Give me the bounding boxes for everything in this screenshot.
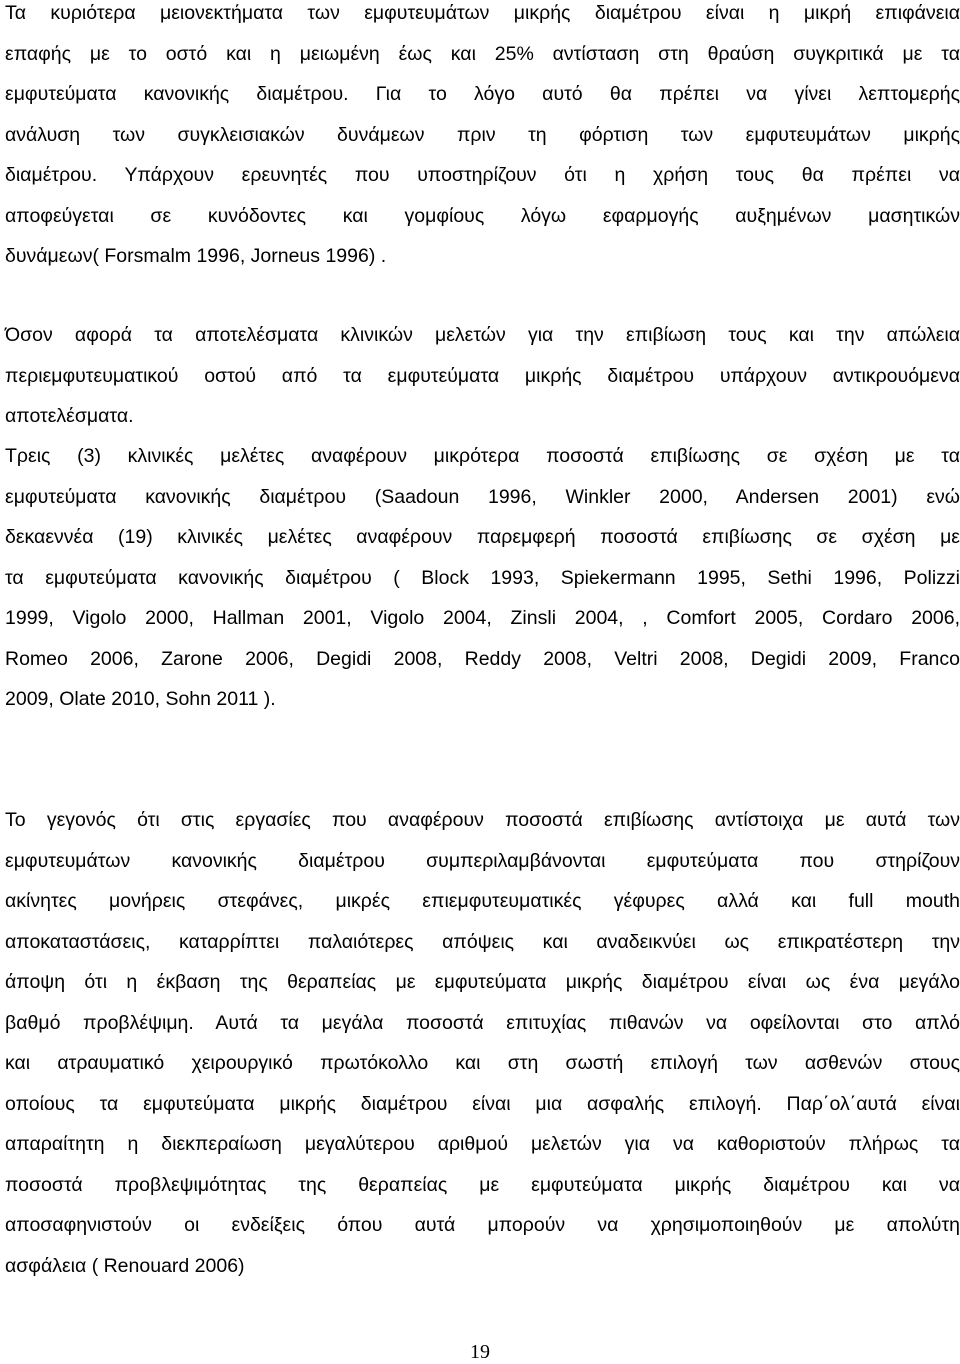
text-line: δεκαεννέα (19) κλινικές μελέτες αναφέρουν παρεμφερή ποσοστά επιβίωσης σε σχέση με	[5, 526, 960, 548]
text-line: ασφάλεια ( Renouard 2006)	[5, 1254, 245, 1277]
paragraph-clinical-results	[5, 315, 960, 437]
text-line: αποφεύγεται σε κυνόδοντες και γομφίους λόγω εφαρμογής αυξημένων μασητικών	[5, 204, 960, 227]
text-line: δυνάμεων( Forsmalm 1996, Jorneus 1996) .	[5, 245, 387, 267]
text-line: οποίους τα εμφυτεύματα μικρής διαμέτρου είναι μια ασφαλής επιλογή. Παρ΄ολ΄αυτά είναι	[5, 1092, 960, 1115]
text-line: αποτελέσματα.	[5, 405, 134, 427]
text-line: τα εμφυτεύματα κανονικής διαμέτρου ( Block 1993, Spiekermann 1995, Sethi 1996, Polizzi	[5, 566, 960, 589]
text-line: αποσαφηνιστούν οι ενδείξεις όπου αυτά μπορούν να χρησιμοποιηθούν με απολύτη	[5, 1214, 960, 1236]
paragraph-survival-studies	[5, 436, 960, 720]
text-line: βαθμό προβλέψιμη. Αυτά τα μεγάλα ποσοστά επιτυχίας πιθανών να οφείλονται στο απλό	[5, 1011, 960, 1034]
text-line: Τρεις (3) κλινικές μελέτες αναφέρουν μικρότερα ποσοστά επιβίωσης σε σχέση με τα	[5, 445, 960, 467]
text-line: εμφυτεύματα κανονικής διαμέτρου (Saadoun 1996, Winkler 2000, Andersen 2001) ενώ	[5, 485, 960, 508]
text-line: περιεμφυτευματικού οστού από τα εμφυτεύματα μικρής διαμέτρου υπάρχουν αντικρουόμενα	[5, 364, 960, 387]
text-line: άποψη ότι η έκβαση της θεραπείας με εμφυτεύματα μικρής διαμέτρου είναι ως ένα μεγάλο	[5, 971, 960, 993]
text-line: αποκαταστάσεις, καταρρίπτει παλαιότερες απόψεις και αναδεικνύει ως επικρατέστερη την	[5, 930, 960, 953]
paragraph-conclusion	[5, 800, 960, 1286]
paragraph-disadvantages	[5, 0, 960, 277]
text-line: επαφής με το οστό και η μειωμένη έως και 25% αντίσταση στη θραύση συγκριτικά με τα	[5, 42, 960, 65]
text-line: απαραίτητη η διεκπεραίωση μεγαλύτερου αριθμού μελετών για να καθοριστούν πλήρως τα	[5, 1133, 960, 1155]
text-line: 1999, Vigolo 2000, Hallman 2001, Vigolo 2004, Zinsli 2004, , Comfort 2005, Cordaro 2006,	[5, 607, 960, 629]
text-line: 2009, Olate 2010, Sohn 2011 ).	[5, 688, 276, 710]
text-line: Το γεγονός ότι στις εργασίες που αναφέρουν ποσοστά επιβίωσης αντίστοιχα με αυτά των	[5, 809, 960, 831]
text-line: εμφυτεύματα κανονικής διαμέτρου. Για το λόγο αυτό θα πρέπει να γίνει λεπτομερής	[5, 83, 960, 105]
page-number: 19	[470, 1341, 490, 1363]
text-line: Όσον αφορά τα αποτελέσματα κλινικών μελετών για την επιβίωση τους και την απώλεια	[5, 324, 960, 346]
text-line: διαμέτρου. Υπάρχουν ερευνητές που υποστηρίζουν ότι η χρήση τους θα πρέπει να	[5, 164, 960, 186]
text-line: Romeo 2006, Zarone 2006, Degidi 2008, Reddy 2008, Veltri 2008, Degidi 2009, Franco	[5, 647, 960, 670]
text-line: ακίνητες μονήρεις στεφάνες, μικρές επιεμφυτευματικές γέφυρες αλλά και full mouth	[5, 890, 960, 912]
text-line: Τα κυριότερα μειονεκτήματα των εμφυτευμάτων μικρής διαμέτρου είναι η μικρή επιφάνεια	[5, 2, 960, 24]
text-line: ποσοστά προβλεψιμότητας της θεραπείας με εμφυτεύματα μικρής διαμέτρου και να	[5, 1173, 960, 1196]
text-line: ανάλυση των συγκλεισιακών δυνάμεων πριν τη φόρτιση των εμφυτευμάτων μικρής	[5, 123, 960, 146]
text-line: εμφυτευμάτων κανονικής διαμέτρου συμπεριλαμβάνονται εμφυτεύματα που στηρίζουν	[5, 849, 960, 872]
text-line: και ατραυματικό χειρουργικό πρωτόκολλο και στη σωστή επιλογή των ασθενών στους	[5, 1052, 960, 1074]
